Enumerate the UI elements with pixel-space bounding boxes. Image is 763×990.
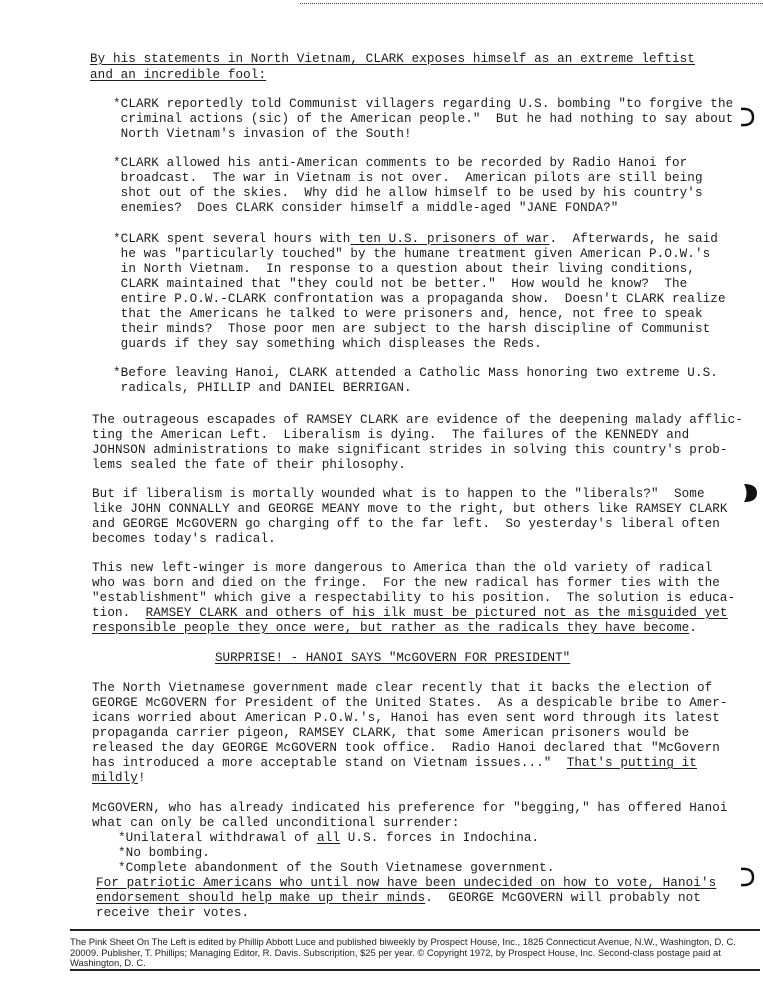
list-text: *Unilateral withdrawal of bbox=[118, 831, 318, 845]
bullet-line: guards if they say something which displeases the Reds. bbox=[113, 337, 542, 351]
bullet-line: criminal actions (sic) of the American people." But he had nothing to say about bbox=[113, 112, 734, 126]
paragraph-text: . bbox=[689, 621, 697, 635]
paragraph-line bbox=[92, 606, 728, 621]
paragraph-line: lems sealed the fate of their philosophy. bbox=[92, 458, 406, 472]
bullet-line: *CLARK reportedly told Communist villagers regarding U.S. bombing "to forgive the bbox=[113, 97, 734, 111]
paragraph-line: The North Vietnamese government made clear recently that it backs the election of bbox=[92, 681, 713, 695]
paragraph-line: receive their votes. bbox=[96, 906, 250, 920]
list-item: *No bombing. bbox=[118, 846, 210, 860]
underlined-phrase: That's putting it bbox=[566, 756, 697, 770]
underlined-phrase: responsible people they once were, but rather as the radicals they have become bbox=[92, 621, 690, 635]
paragraph-text: ! bbox=[137, 771, 146, 785]
paragraph-line: propaganda carrier pigeon, RAMSEY CLARK, that some American prisoners would be bbox=[92, 726, 690, 740]
intro-line: By his statements in North Vietnam, CLARK exposes himself as an extreme leftist bbox=[90, 52, 695, 66]
bullet-line: he was "particularly touched" by the humane treatment given American P.O.W.'s bbox=[113, 247, 711, 261]
footer-rule-bottom bbox=[70, 969, 760, 971]
footer-colophon: The Pink Sheet On The Left is edited by Phillip Abbott Luce and published biweekly by Prospect House, Inc., 1825 Connecticut Avenue, N.W., Washington, D. C. 20009. Publisher, T. Phillips; Managing Editor, R. Davis. Subscription, $25 per year. © Copyright 1972, by Prospect House, Inc. Second-class postage paid at Washington, D. C. bbox=[70, 936, 736, 968]
list-item bbox=[118, 831, 539, 846]
paragraph-line: what can only be called unconditional surrender: bbox=[92, 816, 460, 830]
bullet-line: North Vietnam's invasion of the South! bbox=[113, 127, 412, 141]
paragraph-line: JOHNSON administrations to make significant strides in solving this country's prob- bbox=[92, 443, 728, 457]
paragraph-line: becomes today's radical. bbox=[92, 532, 276, 546]
bullet-line: entire P.O.W.-CLARK confrontation was a propaganda show. Doesn't CLARK realize bbox=[113, 292, 726, 306]
paragraph-line: This new left-winger is more dangerous to America than the old variety of radical bbox=[92, 561, 713, 575]
paragraph-text: tion. bbox=[92, 606, 146, 620]
paragraph-line: like JOHN CONNALLY and GEORGE MEANY move to the right, but others like RAMSEY CLARK bbox=[92, 502, 728, 516]
paragraph-line: The outrageous escapades of RAMSEY CLARK are evidence of the deepening malady afflic- bbox=[92, 413, 743, 427]
bullet-line: that the Americans he talked to were prisoners and, hence, not free to speak bbox=[113, 307, 703, 321]
paragraph-text: . GEORGE McGOVERN will probably not bbox=[425, 891, 701, 905]
list-item: *Complete abandonment of the South Vietnamese government. bbox=[118, 861, 555, 875]
bullet-line: broadcast. The war in Vietnam is not over. American pilots are still being bbox=[113, 171, 703, 185]
binder-hole-icon bbox=[738, 106, 756, 128]
footer-rule-top bbox=[70, 929, 760, 931]
paragraph-line: released the day GEORGE McGOVERN took office. Radio Hanoi declared that "McGovern bbox=[92, 741, 720, 755]
underlined-phrase: RAMSEY CLARK and others of his ilk must be pictured not as the misguided yet bbox=[145, 606, 728, 620]
top-rule bbox=[300, 3, 763, 4]
paragraph-line: "establishment" which give a respectability to his position. The solution is educa- bbox=[92, 591, 736, 605]
intro-line: and an incredible fool: bbox=[90, 68, 267, 82]
underlined-phrase: mildly bbox=[92, 771, 138, 785]
binder-hole-icon bbox=[740, 482, 758, 504]
paragraph-line: McGOVERN, who has already indicated his preference for "begging," has offered Hanoi bbox=[92, 801, 728, 815]
paragraph-line: ting the American Left. Liberalism is dying. The failures of the KENNEDY and bbox=[92, 428, 690, 442]
underlined-phrase: endorsement should help make up their minds bbox=[96, 891, 426, 905]
bullet-text: . Afterwards, he said bbox=[549, 232, 718, 246]
bullet-line: CLARK maintained that "they could not be better." How would he know? The bbox=[113, 277, 688, 291]
paragraph-line bbox=[96, 876, 716, 891]
bullet-line: enemies? Does CLARK consider himself a middle-aged "JANE FONDA?" bbox=[113, 201, 619, 215]
bullet-line bbox=[113, 232, 718, 247]
bullet-text: *CLARK spent several hours with bbox=[113, 232, 351, 246]
bullet-line: shot out of the skies. Why did he allow himself to be used by his country's bbox=[113, 186, 703, 200]
paragraph-line: icans worried about American P.O.W.'s, Hanoi has even sent word through its latest bbox=[92, 711, 720, 725]
underlined-phrase: For patriotic Americans who until now have been undecided on how to vote, Hanoi's bbox=[96, 876, 717, 890]
binder-hole-icon bbox=[738, 866, 756, 888]
paragraph-line: But if liberalism is mortally wounded what is to happen to the "liberals?" Some bbox=[92, 487, 705, 501]
paragraph-line bbox=[96, 891, 701, 906]
underlined-phrase: ten U.S. prisoners of war bbox=[350, 232, 550, 246]
list-text: U.S. forces in Indochina. bbox=[340, 831, 540, 845]
paragraph-line: GEORGE McGOVERN for President of the United States. As a despicable bribe to Amer- bbox=[92, 696, 728, 710]
section-heading: SURPRISE! - HANOI SAYS "McGOVERN FOR PRESIDENT" bbox=[215, 651, 571, 665]
bullet-line: *CLARK allowed his anti-American comments to be recorded by Radio Hanoi for bbox=[113, 156, 688, 170]
bullet-line: their minds? Those poor men are subject to the harsh discipline of Communist bbox=[113, 322, 711, 336]
underlined-word: all bbox=[317, 831, 341, 845]
paragraph-line: who was born and died on the fringe. For the new radical has former ties with the bbox=[92, 576, 720, 590]
paragraph-line bbox=[92, 621, 697, 636]
paragraph-text: has introduced a more acceptable stand on Vietnam issues..." bbox=[92, 756, 567, 770]
paragraph-line bbox=[92, 771, 146, 786]
paragraph-line: and GEORGE McGOVERN go charging off to the far left. So yesterday's liberal often bbox=[92, 517, 720, 531]
bullet-line: *Before leaving Hanoi, CLARK attended a Catholic Mass honoring two extreme U.S. bbox=[113, 366, 718, 380]
bullet-line: in North Vietnam. In response to a question about their living conditions, bbox=[113, 262, 695, 276]
bullet-line: radicals, PHILLIP and DANIEL BERRIGAN. bbox=[113, 381, 412, 395]
paragraph-line bbox=[92, 756, 697, 771]
